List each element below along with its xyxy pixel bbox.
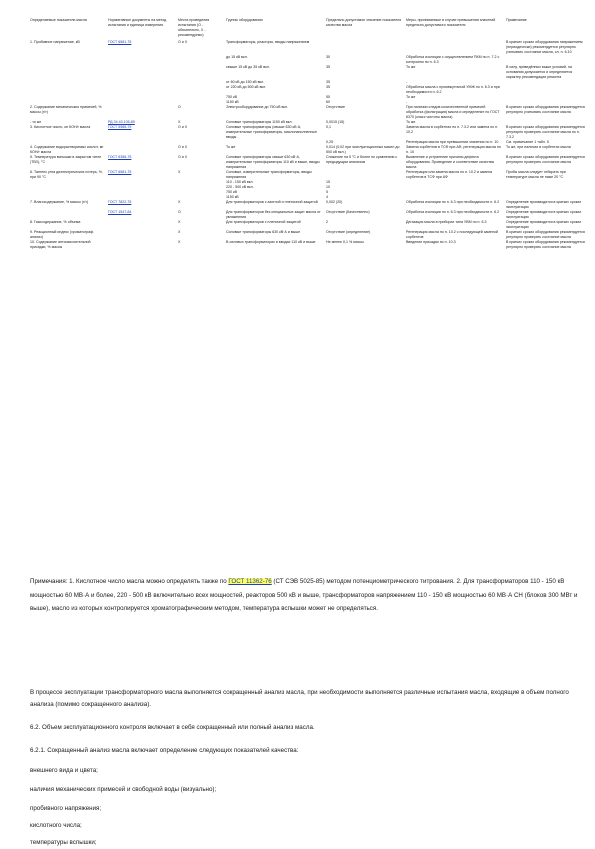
table-row: [30, 145, 590, 155]
cell-limit: 2: [326, 220, 328, 224]
table-header-row: [30, 18, 590, 40]
paragraph-intro: В процессе эксплуатации трансформаторного масла выполняется сокращенный анализ масла, при необходимости выполняется различные испытания масла, входящие в объем полного анализа (помимо сокращенного анализа).: [30, 689, 569, 708]
cell-location: [178, 55, 226, 65]
cell-equipment: свыше 15 кВ до 35 кВ вкл.: [226, 65, 270, 69]
header-note: Примечание: [506, 18, 527, 22]
cell-equipment: от 220 кВ до 500 кВ вкл.: [226, 85, 267, 89]
cell-note: Определение производится в кратких сроках эксплуатации: [506, 200, 582, 209]
cell-measures: Выявление и устранение причины дефекта оборудования. Проведение и соответствие качества масла: [406, 155, 494, 169]
cell-note: В кратких сроках оборудования рекомендуется регулярно проверять состояние масла: [506, 240, 585, 249]
cell-note: Определение производится в кратких сроках эксплуатации: [506, 220, 582, 229]
cell-note: [506, 85, 590, 95]
cell-equipment: Силовые трансформаторы 1150 кВ вкл.: [226, 120, 293, 124]
list-item-appearance: внешнего вида и цвета;: [30, 767, 98, 774]
header-parameter: Определяемые показатели масла: [30, 18, 87, 22]
cell-limit: 4: [326, 195, 328, 199]
cell-measures: Замена сорбентов в ТСФ при АФ, регенерация масла по п. 10: [406, 145, 501, 154]
cell-measures: То же: [406, 95, 416, 99]
cell-measures: Регенерация или замена масла по п. 10.2 и замена сорбентов в ТСФ при АФ: [406, 170, 493, 179]
cell-location: О: [178, 210, 181, 214]
cell-limit: 15: [326, 180, 330, 184]
cell-measures: Регенерация масла при превышении значения по п. 10: [406, 140, 499, 144]
cell-measures: -: [406, 80, 408, 84]
cell-limit: Отсутствие (Качественно): [326, 210, 370, 214]
cell-parameter: 9. Реакционный индекс (хроматограф. анализ): [30, 230, 95, 239]
cell-equipment: Для трансформаторов с азотной и пленочной защитой: [226, 200, 318, 204]
cell-note: В кратких сроках оборудования рекомендуется регулярно проверять состояние масла по п. 7.3.2: [506, 125, 585, 139]
cell-measures: -: [406, 100, 408, 104]
cell-equipment: до 15 кВ вкл.: [226, 55, 248, 59]
header-equipment-group: Группы оборудования: [226, 18, 263, 22]
cell-limit: 10: [326, 185, 330, 189]
notes-text-end: (СТ СЭВ 5025-85) методом потенциометрического титрования. 2. Для трансформаторов 110 - 150 кВ мощностью 60 МВ·А и более, 220 - 500 кВ включительно всех мощностей, реакторов 500 кВ и выше, трансформаторов напряжением 110 - 150 кВ мощностью 60 МВ·А СН (блоков 300 МВт и выше), масло из которых контролируется хроматографическим методом, температура вспышки может не определяться.: [30, 578, 578, 612]
cell-limit: 0,0015 (15): [326, 120, 345, 124]
cell-equipment: Для трансформаторов с пленочной защитой: [226, 220, 301, 224]
cell-location: [178, 65, 226, 80]
cell-limit: 0,014 (0,02 при эксплуатационных масел до 500 кВ вкл.): [326, 145, 400, 154]
cell-measures: Обработка изоляции по п. 6.3 при необходимости п. 6.2: [406, 200, 500, 204]
paragraph-6-2: 6.2. Объем эксплуатационного контроля включает в себя сокращенный или полный анализ масла.: [30, 724, 315, 731]
standard-link[interactable]: ГОСТ 6581-75: [108, 170, 132, 174]
cell-method-link: [108, 200, 178, 210]
cell-parameter: 8. Газосодержание, % объема: [30, 220, 81, 224]
table-row: [30, 85, 590, 95]
cell-limit: 0,25: [326, 140, 333, 144]
table-row: [30, 220, 590, 230]
list-item-flash-point: температуры вспышки;: [30, 839, 97, 846]
cell-equipment: Силовые трансформаторы свыше 630 кВ·А, измерительные трансформаторы 110 кВ и выше, вводы напряжения: [226, 155, 320, 169]
cell-parameter: [30, 85, 108, 95]
cell-method-link: [108, 170, 178, 180]
cell-limit: Снижение на 5 °С и более по сравнению с предыдущим анализом: [326, 155, 398, 164]
list-item-acid-number: кислотного числа;: [30, 822, 82, 829]
cell-limit: Отсутствие: [326, 105, 345, 109]
cell-location: Х: [178, 200, 181, 204]
table-row: [30, 240, 590, 250]
cell-equipment: Электрооборудование до 750 кВ вкл.: [226, 105, 289, 109]
cell-equipment: Трансформаторы, реакторы, вводы напряжением: [226, 40, 310, 44]
cell-method-link: [108, 125, 178, 140]
cell-measures: [406, 40, 506, 55]
cell-limit: 60: [326, 100, 330, 104]
standard-link[interactable]: РД 34.43.105-89: [108, 120, 135, 124]
cell-parameter: 1. Пробивное напряжение, кВ: [30, 40, 80, 44]
cell-note: В кратких сроках оборудования напряжением (периодически) рекомендуется регулярно учитывать состояние масла, сл. п. 6.10: [506, 40, 583, 54]
cell-location: О и Х: [178, 40, 188, 44]
cell-note: В кратких сроках оборудования рекомендуется регулярно проверять состояние масла: [506, 230, 585, 239]
cell-note: То же, при наличии в сорбентах масла: [506, 145, 571, 149]
cell-method-link: [108, 40, 178, 55]
standard-link[interactable]: ГОСТ 5985-79: [108, 125, 132, 129]
cell-limit: Отсутствие (определение): [326, 230, 371, 234]
table-row: [30, 105, 590, 120]
header-limit-value: Предельно допустимое значение показателя качества масла: [326, 18, 402, 27]
cell-limit: [326, 170, 406, 180]
cell-equipment: 1150 кВ: [226, 195, 239, 199]
cell-parameter: [30, 65, 108, 80]
cell-measures: Регенерация масла по п. 10.2 с последующей заменой сорбентов: [406, 230, 498, 239]
cell-parameter: 2. Содержание механических примесей, % массы (г/т): [30, 105, 102, 114]
cell-parameter: [30, 55, 108, 65]
header-measures: Меры, принимаемые в случае превышения значений предельно допустимого показателя: [406, 18, 496, 27]
standard-link[interactable]: ГОСТ 7822-75: [108, 200, 132, 204]
cell-parameter: 4. Содержание водорастворимых кислот, мг КОН/г масла: [30, 145, 104, 154]
cell-note: В кратких сроках оборудования рекомендуется регулярно учитывать состояние масла: [506, 105, 585, 114]
cell-measures: При наличии следов количественной примесей обработка (фильтрация) масла и определение по ГОСТ 6370 (класс чистоты масла): [406, 105, 500, 119]
notes-standard-link[interactable]: ГОСТ 11362-76: [228, 578, 272, 585]
header-test-method: Нормативные документы на метод испытания и единица измерения: [108, 18, 167, 27]
cell-equipment: В силовых трансформаторах и вводах 110 кВ и выше: [226, 240, 316, 244]
cell-method-link: [108, 155, 178, 170]
table-row: [30, 200, 590, 210]
cell-equipment: 110 - 150 кВ вкл.: [226, 180, 254, 184]
cell-parameter: 5. Температура вспышки в закрытом тигле (ТВЗ), °С: [30, 155, 102, 164]
cell-location: [178, 85, 226, 95]
cell-measures: Дегазация масла в приборах типа УВМ по п. 6.3: [406, 220, 487, 224]
cell-location: О и Х: [178, 145, 188, 149]
standard-link[interactable]: ГОСТ 6356-75: [108, 155, 132, 159]
cell-equipment: 220 - 500 кВ вкл.: [226, 185, 254, 189]
table-row: [30, 155, 590, 170]
cell-location: Х: [178, 120, 181, 124]
cell-location: Х: [178, 220, 181, 224]
cell-location: О и Х: [178, 125, 188, 129]
cell-equipment: То же: [226, 145, 236, 149]
cell-limit: Не менее 0,1 % массы: [326, 240, 364, 244]
cell-parameter: 7. Влагосодержание, % массы (г/т): [30, 200, 89, 204]
cell-measures: Обработка изоляции с осуществлением ПКМ по п. 7.2 с контролем по п. 6.3: [406, 55, 500, 64]
cell-limit: [326, 40, 406, 55]
cell-measures: То же: [406, 65, 416, 69]
standard-link[interactable]: ГОСТ 6581-75: [108, 40, 132, 44]
cell-note: Определение производится в кратких сроках эксплуатации: [506, 210, 582, 219]
cell-limit: 0,1: [326, 125, 331, 129]
cell-method-link: [108, 65, 178, 80]
cell-location: Х: [178, 170, 181, 174]
cell-measures: Обработка изоляции по п. 6.3 при необходимости п. 6.2: [406, 210, 500, 214]
paragraph-6-2-1: 6.2.1. Сокращенный анализ масла включает определение следующих показателей качества:: [30, 747, 299, 754]
list-item-impurities: наличия механических примесей и свободной воды (визуально);: [30, 786, 217, 793]
cell-parameter: [30, 210, 108, 220]
table-row: [30, 40, 590, 55]
cell-limit: 35: [326, 65, 330, 69]
cell-limit: 55: [326, 95, 330, 99]
cell-method-link: [108, 220, 178, 230]
table-row: [30, 230, 590, 240]
cell-note: В кратких сроках оборудования рекомендуется регулярно проверять состояние масла: [506, 155, 585, 164]
cell-measures: Введение присадки по п. 10.3: [406, 240, 456, 244]
cell-equipment: Силовые трансформаторы (свыше 630 кВ·А, измерительные трансформаторы, маслонаполненные вводы: [226, 125, 317, 139]
cell-measures: Замена масла в сорбентах по п. 7.3.2 или замена по п. 10.2: [406, 125, 499, 134]
cell-equipment: Силовые трансформаторы 630 кВ·А и выше: [226, 230, 301, 234]
table-row: [30, 125, 590, 140]
cell-measures: Обработка масла с промежуточной УМЖ по п. 6.3 и при необходимости п. 6.2: [406, 85, 500, 94]
cell-note: [506, 55, 590, 65]
table-row: [30, 65, 590, 80]
cell-limit: 30: [326, 55, 330, 59]
cell-limit: 35: [326, 80, 330, 84]
cell-equipment: 750 кВ: [226, 190, 237, 194]
cell-method-link: [108, 105, 178, 120]
table-row: [30, 170, 590, 180]
standard-link[interactable]: ГОСТ 1547-84: [108, 210, 132, 214]
cell-parameter: 6. Тангенс угла диэлектрических потерь, %, при 90 °С: [30, 170, 103, 179]
cell-note: См. примечание 1 табл. 5: [506, 140, 549, 144]
cell-method-link: [108, 145, 178, 155]
cell-limit: 5: [326, 190, 328, 194]
cell-method-link: [108, 85, 178, 95]
notes-text-start: Примечания: 1. Кислотное число масла можно определять также по: [30, 578, 229, 585]
cell-limit: 0,002 (20): [326, 200, 343, 204]
cell-note: Пробы масла следует отбирать при температуре масла не ниже 20 °С: [506, 170, 566, 179]
cell-parameter: 3. Кислотное число, мг КОН/г масла: [30, 125, 91, 129]
cell-location: О: [178, 105, 181, 109]
cell-limit: 35: [326, 85, 330, 89]
cell-measures: То же: [406, 120, 416, 124]
cell-parameter: - то же: [30, 120, 42, 124]
cell-location: Х: [178, 230, 181, 234]
cell-location: Х: [178, 240, 181, 244]
table-row: [30, 55, 590, 65]
cell-equipment: Для трансформаторов без специальных защит масла от увлажнения: [226, 210, 321, 219]
cell-method-link: [108, 240, 178, 250]
cell-parameter: 10. Содержание антиокислительной присадки, % массы: [30, 240, 91, 249]
cell-method-link: [108, 210, 178, 220]
table-row: [30, 210, 590, 220]
cell-equipment: Силовые, измерительные трансформаторы, вводы напряжения: [226, 170, 312, 179]
oil-quality-norms-table: [30, 18, 590, 250]
header-test-location: Места проведения испытания (O - обязательно, Х - рекомендуемо): [178, 18, 210, 37]
cell-note: В силу, приведённых выше условий, на основании допускается и определяется характер рекомендации ремонта: [506, 65, 573, 79]
cell-location: О и Х: [178, 155, 188, 159]
cell-method-link: [108, 55, 178, 65]
list-item-breakdown-voltage: пробивного напряжения;: [30, 805, 102, 812]
table-notes: [30, 575, 590, 616]
cell-equipment: 750 кВ: [226, 95, 237, 99]
cell-equipment: 1150 кВ: [226, 100, 239, 104]
cell-method-link: [108, 230, 178, 240]
cell-equipment: от 60 кВ до 150 кВ вкл.: [226, 80, 265, 84]
